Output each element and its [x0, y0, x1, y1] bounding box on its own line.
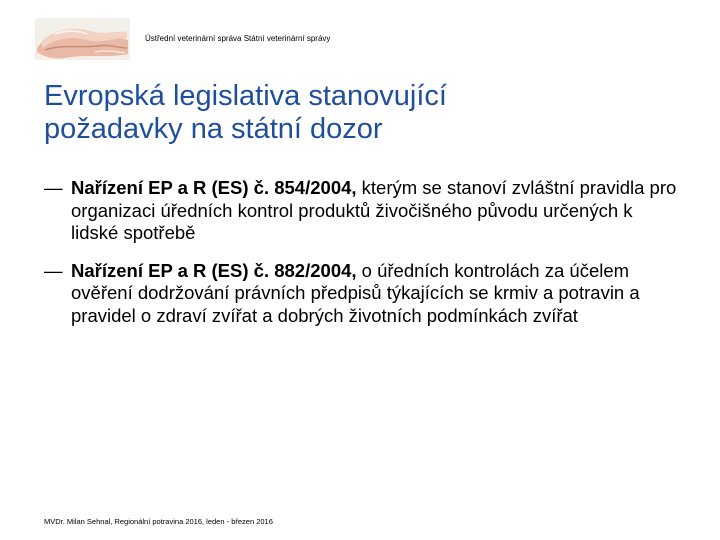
meat-photo-icon: [35, 18, 130, 60]
bullet-list: [44, 177, 684, 342]
title-line-2: požadavky na státní dozor: [44, 113, 383, 145]
list-item: [44, 260, 684, 328]
regulation-description: kterým se stanoví zvláštní pravidla pro organizaci úředních kontrol produktů živočišného původu určených k lidské spotřebě: [71, 177, 677, 243]
regulation-name: Nařízení EP a R (ES) č. 882/2004,: [71, 259, 357, 281]
title-line-1: Evropská legislativa stanovující: [44, 80, 447, 112]
slide-footer: MVDr. Milan Sehnal, Regionální potravina 2016, leden - březen 2016: [44, 517, 273, 526]
institution-header: Ústřední veterinární správa Státní veterinární správy: [145, 34, 331, 43]
regulation-name: Nařízení EP a R (ES) č. 854/2004,: [71, 177, 357, 198]
bullet-marker: —: [44, 177, 63, 198]
slide-title: [44, 80, 684, 146]
bullet-marker: —: [44, 259, 63, 281]
regulation-description: o úředních kontrolách za účelem ověření dodržování právních předpisů týkajících se krmiv a potravin a pravidel o zdraví zvířat a dobrých životních podmínkách zvířat: [71, 259, 640, 326]
list-item: [44, 177, 684, 245]
